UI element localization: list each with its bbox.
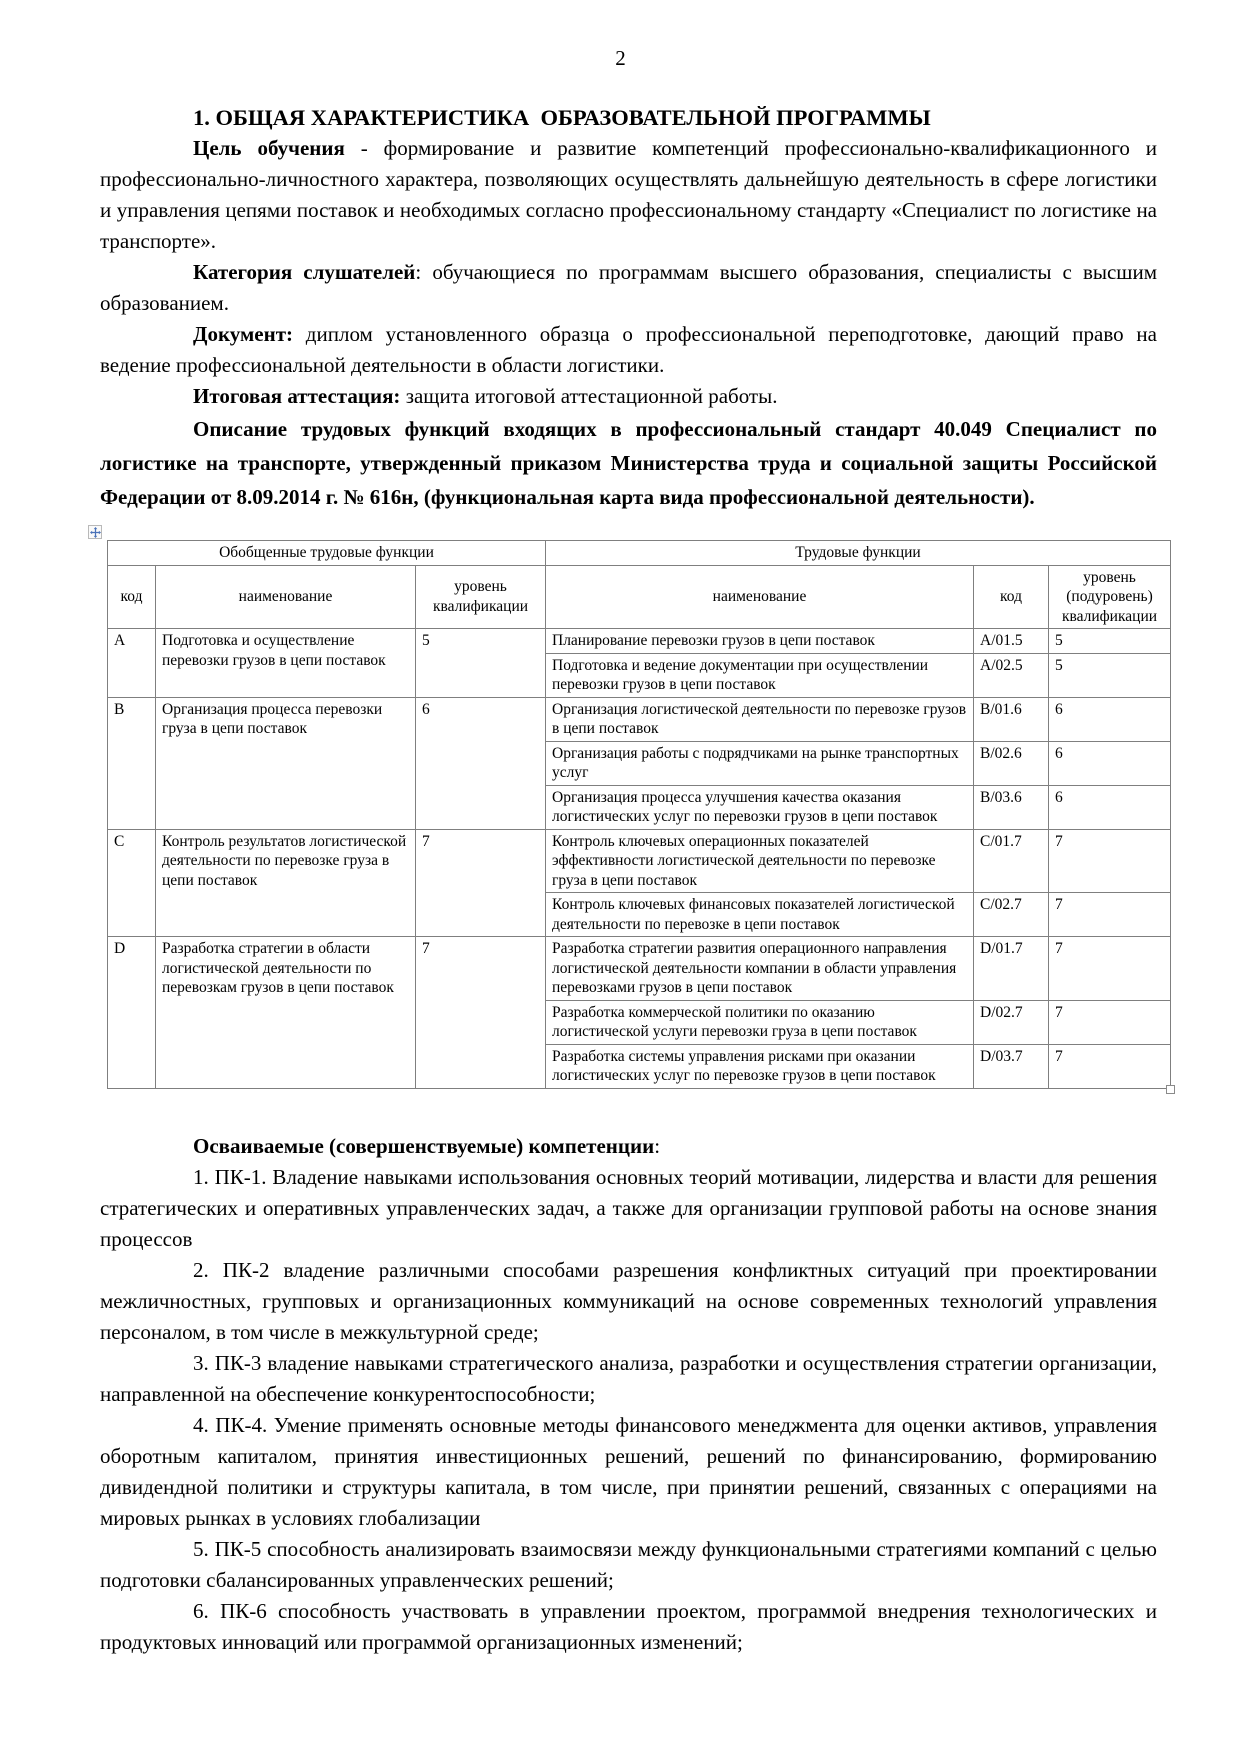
tf-level: 7 <box>1049 1044 1171 1088</box>
otf-code-A: A <box>108 629 156 698</box>
tf-level: 6 <box>1049 697 1171 741</box>
col-header-otf-name: наименование <box>156 565 416 629</box>
competencies-heading-colon: : <box>654 1133 661 1158</box>
tf-name: Организация работы с подрядчиками на рынке транспортных услуг <box>546 741 974 785</box>
table-row <box>108 829 1171 893</box>
col-header-otf-code: код <box>108 565 156 629</box>
table-column-header-row <box>108 565 1171 629</box>
tf-name: Контроль ключевых операционных показателей эффективности логистической деятельности по перевозке груза в цепи поставок <box>546 829 974 893</box>
otf-name-C: Контроль результатов логистической деятельности по перевозке груза в цепи поставок <box>156 829 416 937</box>
tf-code: A/02.5 <box>974 653 1049 697</box>
otf-name-B: Организация процесса перевозки груза в цепи поставок <box>156 697 416 829</box>
otf-code-D: D <box>108 937 156 1089</box>
tf-level: 7 <box>1049 1000 1171 1044</box>
competencies-heading-lead: Осваиваемые (совершенствуемые) компетенции <box>193 1133 655 1158</box>
otf-code-B: B <box>108 697 156 829</box>
paragraph-document-text: диплом установленного образца о профессиональной переподготовке, дающий право на ведение профессиональной деятельности в области логистики. <box>100 322 1157 377</box>
tf-level: 5 <box>1049 629 1171 654</box>
functions-table <box>107 540 1171 1089</box>
page-number: 2 <box>615 46 626 70</box>
tf-level: 6 <box>1049 741 1171 785</box>
tf-name: Организация процесса улучшения качества оказания логистических услуг по перевозки грузов в цепи поставок <box>546 785 974 829</box>
tf-code: D/03.7 <box>974 1044 1049 1088</box>
tf-name: Разработка системы управления рисками при оказании логистических услуг по перевозке грузов в цепи поставок <box>546 1044 974 1088</box>
section-heading: 1. ОБЩАЯ ХАРАКТЕРИСТИКА ОБРАЗОВАТЕЛЬНОЙ ПРОГРАММЫ <box>193 105 931 130</box>
tf-code: B/01.6 <box>974 697 1049 741</box>
tf-code: D/02.7 <box>974 1000 1049 1044</box>
competencies-heading <box>100 1131 1157 1162</box>
table-resize-handle[interactable] <box>1166 1085 1175 1094</box>
otf-name-A: Подготовка и осуществление перевозки грузов в цепи поставок <box>156 629 416 698</box>
col-header-tf-name: наименование <box>546 565 974 629</box>
four-way-arrow-icon <box>90 527 101 538</box>
tf-name: Организация логистической деятельности по перевозке грузов в цепи поставок <box>546 697 974 741</box>
competency-item-pk2: 2. ПК-2 владение различными способами разрешения конфликтных ситуаций при проектировании межличностных, групповых и организационных коммуникаций на основе современных технологий управления персоналом, в том числе в межкультурной среде; <box>100 1257 1157 1344</box>
table-row <box>108 697 1171 741</box>
paragraph-category-text: : обучающиеся по программам высшего образования, специалисты с высшим образованием. <box>100 260 1157 315</box>
tf-code: D/01.7 <box>974 937 1049 1001</box>
tf-level: 7 <box>1049 937 1171 1001</box>
otf-level-D: 7 <box>416 937 546 1089</box>
paragraph-category-lead: Категория слушателей <box>193 260 416 284</box>
tf-code: B/02.6 <box>974 741 1049 785</box>
tf-code: B/03.6 <box>974 785 1049 829</box>
competency-item-pk5: 5. ПК-5 способность анализировать взаимосвязи между функциональными стратегиями компаний с целью подготовки сбалансированных управленческих решений; <box>100 1536 1157 1592</box>
table-group-header-row <box>108 541 1171 566</box>
tf-name: Разработка коммерческой политики по оказанию логистической услуги перевозки груза в цепи поставок <box>546 1000 974 1044</box>
table-row <box>108 937 1171 1001</box>
paragraph-goal <box>100 133 1157 257</box>
competency-item-pk4: 4. ПК-4. Умение применять основные методы финансового менеджмента для оценки активов, управления оборотным капиталом, принятия инвестиционных решений, решений по финансированию, формированию дивидендной политики и структуры капитала, в том числе, при принятии решений, связанных с операциями на мировых рынках в условиях глобализации <box>100 1412 1157 1530</box>
competency-item-pk6: 6. ПК-6 способность участвовать в управлении проектом, программой внедрения технологических и продуктовых инноваций или программой организационных изменений; <box>100 1598 1157 1654</box>
otf-level-B: 6 <box>416 697 546 829</box>
competency-item-pk3: 3. ПК-3 владение навыками стратегического анализа, разработки и осуществления стратегии организации, направленной на обеспечение конкурентоспособности; <box>100 1350 1157 1406</box>
paragraph-document <box>100 319 1157 381</box>
paragraph-document-lead: Документ: <box>193 322 294 346</box>
col-header-otf-level: уровень квалификации <box>416 565 546 629</box>
col-header-tf-code: код <box>974 565 1049 629</box>
paragraph-goal-lead: Цель обучения <box>193 136 345 160</box>
table-move-handle-icon[interactable] <box>88 525 102 539</box>
paragraph-attestation-lead: Итоговая аттестация: <box>193 384 401 408</box>
tf-code: C/01.7 <box>974 829 1049 893</box>
col-header-tf-level: уровень (подуровень) квалификации <box>1049 565 1171 629</box>
tf-level: 5 <box>1049 653 1171 697</box>
table-row <box>108 629 1171 654</box>
functions-table-wrap <box>107 540 1170 1089</box>
otf-level-A: 5 <box>416 629 546 698</box>
tf-level: 7 <box>1049 893 1171 937</box>
tf-code: C/02.7 <box>974 893 1049 937</box>
paragraph-attestation-text: защита итоговой аттестационной работы. <box>400 384 778 408</box>
paragraph-attestation <box>100 381 1157 412</box>
competency-item-pk1: 1. ПК-1. Владение навыками использования основных теорий мотивации, лидерства и власти для решения стратегических и оперативных управленческих задач, а также для организации групповой работы на основе знания процессов <box>100 1164 1157 1251</box>
otf-name-D: Разработка стратегии в области логистической деятельности по перевозкам грузов в цепи поставок <box>156 937 416 1089</box>
otf-code-C: C <box>108 829 156 937</box>
tf-name: Подготовка и ведение документации при осуществлении перевозки грузов в цепи поставок <box>546 653 974 697</box>
paragraph-standard-description: Описание трудовых функций входящих в профессиональный стандарт 40.049 Специалист по логистике на транспорте, утвержденный приказом Министерства труда и социальной защиты Российской Федерации от 8.09.2014 г. № 616н, (функциональная карта вида профессиональной деятельности). <box>100 417 1157 509</box>
tf-level: 7 <box>1049 829 1171 893</box>
paragraph-goal-text: - формирование и развитие компетенций профессионально-квалификационного и профессионально-личностного характера, позволяющих осуществлять дальнейшую деятельность в сфере логистики и управления цепями поставок и необходимых согласно профессиональному стандарту «Специалист по логистике на транспорте». <box>100 136 1157 253</box>
tf-name: Разработка стратегии развития операционного направления логистической деятельности компании в области управления перевозками грузов в цепи поставок <box>546 937 974 1001</box>
tf-name: Контроль ключевых финансовых показателей логистической деятельности по перевозке в цепи поставок <box>546 893 974 937</box>
otf-level-C: 7 <box>416 829 546 937</box>
tf-level: 6 <box>1049 785 1171 829</box>
tf-name: Планирование перевозки грузов в цепи поставок <box>546 629 974 654</box>
paragraph-category <box>100 257 1157 319</box>
group-header-labor: Трудовые функции <box>546 541 1171 566</box>
group-header-generalized: Обобщенные трудовые функции <box>108 541 546 566</box>
tf-code: A/01.5 <box>974 629 1049 654</box>
